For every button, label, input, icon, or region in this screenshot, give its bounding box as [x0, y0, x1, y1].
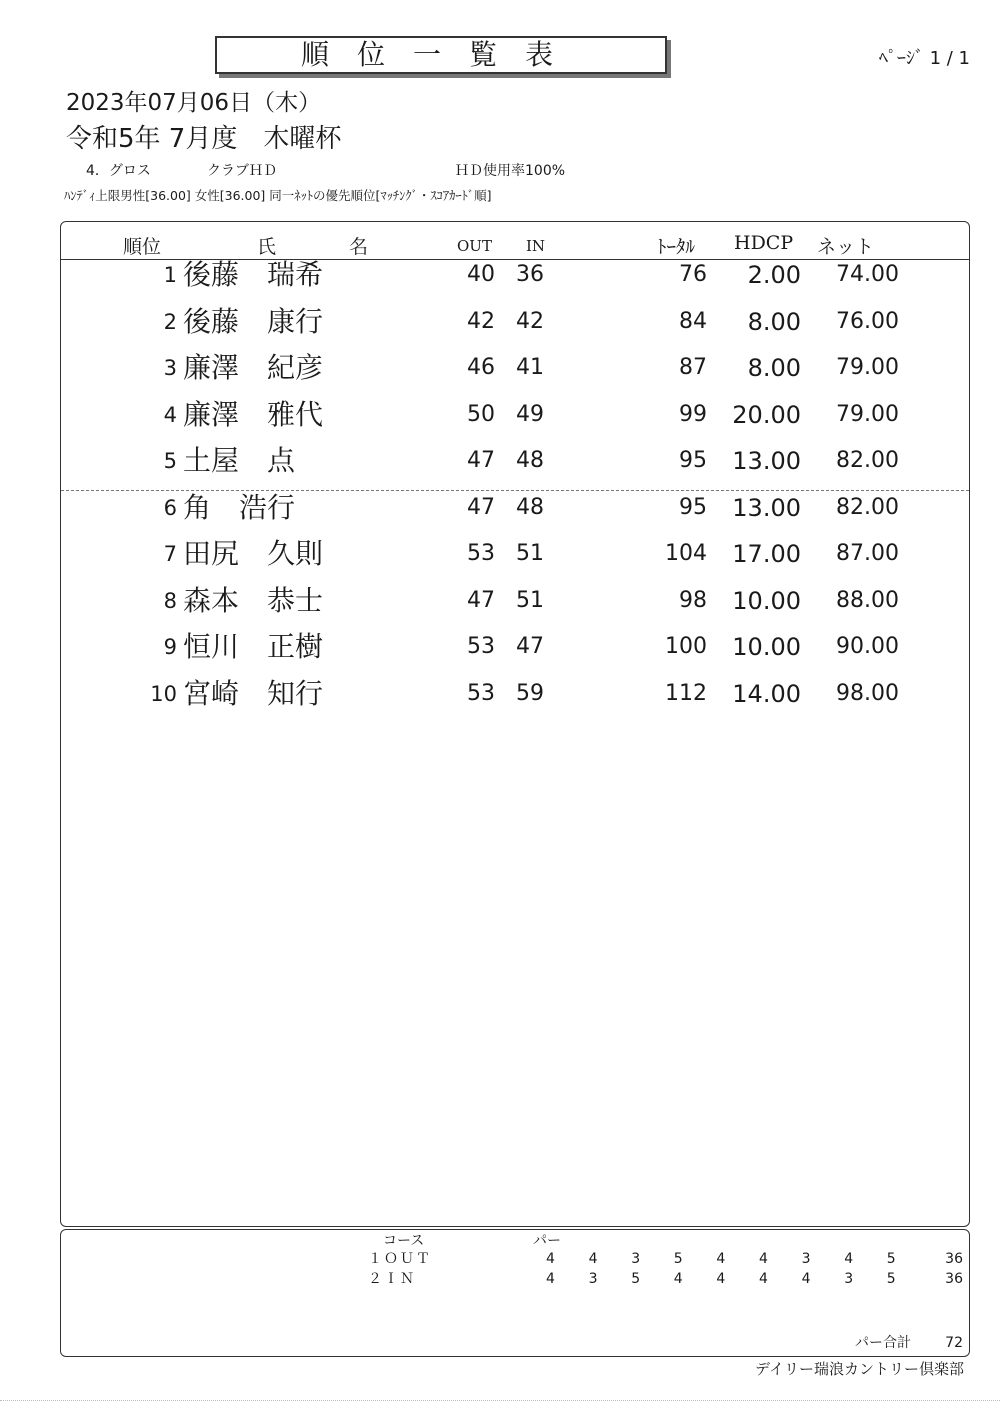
in-score: 51: [516, 541, 544, 566]
total-score: 95: [679, 494, 707, 520]
player-name: 後藤 瑞希: [183, 258, 324, 291]
in-score: 51: [516, 587, 544, 613]
page-number: ﾍﾟｰｼﾞ 1 / 1: [878, 48, 970, 69]
rank-cell: 6: [163, 495, 177, 520]
net-score: 79.00: [836, 355, 899, 380]
table-row: [61, 627, 969, 667]
hole-par: 4: [844, 1251, 854, 1267]
table-row: [61, 674, 969, 714]
in-score: 48: [516, 448, 544, 473]
col-in: IN: [526, 237, 546, 255]
out-score: 53: [467, 634, 495, 659]
par-total-label: パー合計: [855, 1335, 911, 1351]
net-score: 87.00: [836, 541, 899, 566]
hole-par: 4: [759, 1271, 768, 1287]
rank-cell: 10: [150, 681, 177, 706]
table-row: [61, 488, 969, 528]
hole-par: 3: [801, 1251, 811, 1267]
hole-par: 5: [886, 1271, 896, 1287]
out-score: 47: [467, 587, 495, 613]
rank-cell: 2: [163, 309, 177, 334]
event-date: 2023年07月06日（木）: [66, 90, 322, 116]
out-score: 40: [467, 262, 495, 287]
out-score: 53: [467, 541, 495, 566]
in-par-total: 36: [945, 1271, 963, 1287]
hdcp-value: 17.00: [732, 540, 801, 568]
rank-cell: 9: [163, 635, 177, 659]
hole-par: 4: [801, 1271, 811, 1287]
table-row: [61, 534, 969, 574]
event-name: 令和5年 7月度 木曜杯: [66, 124, 342, 154]
out-par-total: 36: [945, 1251, 963, 1267]
results-table: [60, 221, 970, 1227]
out-score: 50: [467, 401, 495, 427]
net-score: 88.00: [836, 587, 899, 613]
net-score: 79.00: [836, 401, 899, 427]
total-score: 99: [679, 401, 707, 427]
total-score: 100: [665, 634, 707, 659]
hdcp-value: 13.00: [732, 493, 801, 522]
col-total: ﾄｰﾀﾙ: [657, 236, 696, 258]
out-score: 47: [467, 494, 495, 520]
total-score: 84: [679, 308, 707, 334]
handicap-note: ﾊﾝﾃﾞｨ上限男性[36.00] 女性[36.00] 同一ﾈｯﾄの優先順位[ﾏｯﾁﾝｸﾞ・ｽｺｱｶｰﾄﾞ順]: [64, 188, 492, 203]
total-score: 112: [665, 680, 707, 706]
course-in-name: ２ＩＮ: [368, 1271, 416, 1287]
table-row: [61, 302, 969, 342]
hole-par: 4: [759, 1251, 768, 1267]
hdcp-value: 8.00: [747, 307, 801, 336]
rank-cell: 8: [163, 588, 177, 613]
hole-par: 3: [844, 1271, 854, 1287]
rank-cell: 5: [163, 449, 177, 473]
club-name: デイリー瑞浪カントリー倶楽部: [755, 1360, 964, 1378]
player-name: 後藤 康行: [183, 304, 324, 338]
hdcp-value: 10.00: [732, 633, 801, 661]
player-name: 田尻 久則: [183, 537, 324, 570]
out-score: 47: [467, 448, 495, 473]
course-out-name: １ＯＵＴ: [368, 1251, 432, 1267]
page-bottom-rule: [0, 1400, 1000, 1401]
player-name: 廉澤 紀彦: [183, 351, 324, 384]
player-name: 恒川 正樹: [183, 630, 324, 663]
out-score: 42: [467, 308, 495, 334]
table-row: [61, 348, 969, 388]
course-label: コース: [383, 1233, 425, 1249]
net-score: 76.00: [836, 308, 899, 334]
rank-cell: 7: [163, 542, 177, 566]
table-row: [61, 395, 969, 435]
total-score: 104: [665, 541, 707, 566]
in-score: 42: [516, 308, 544, 334]
par-total: 72: [945, 1335, 963, 1351]
in-score: 41: [516, 355, 544, 380]
in-score: 48: [516, 494, 544, 520]
table-row: [61, 581, 969, 621]
hdcp-value: 10.00: [732, 586, 801, 615]
col-rank: 順位: [123, 236, 162, 258]
total-score: 95: [679, 448, 707, 473]
hdcp-value: 8.00: [747, 354, 801, 382]
hd-usage-rate: ＨＤ使用率100%: [455, 163, 566, 179]
hole-par: 3: [588, 1271, 598, 1287]
hdcp-value: 13.00: [732, 447, 801, 475]
hdcp-value: 20.00: [732, 400, 801, 429]
total-score: 98: [679, 587, 707, 613]
out-score: 53: [467, 680, 495, 706]
in-score: 36: [516, 262, 544, 287]
hdcp-value: 2.00: [747, 261, 801, 289]
hole-par: 4: [588, 1251, 598, 1267]
hole-par: 4: [546, 1271, 555, 1287]
in-score: 47: [516, 634, 544, 659]
hdcp-value: 14.00: [732, 679, 801, 708]
total-score: 76: [679, 262, 707, 287]
net-score: 90.00: [836, 634, 899, 659]
in-score: 59: [516, 680, 544, 706]
scoring-format: 4．グロス: [86, 163, 151, 179]
hole-par: 5: [673, 1251, 683, 1267]
col-out: OUT: [457, 237, 492, 255]
hole-par: 4: [673, 1271, 683, 1287]
rank-cell: 4: [163, 402, 177, 427]
hole-par: 3: [631, 1251, 641, 1267]
rank-cell: 1: [163, 263, 177, 287]
player-name: 宮崎 知行: [183, 676, 324, 710]
table-row: [61, 255, 969, 295]
handicap-class: クラブＨＤ: [207, 163, 277, 179]
net-score: 82.00: [836, 448, 899, 473]
page-title: 順位一覧表: [215, 36, 667, 74]
player-name: 角 浩行: [183, 490, 296, 524]
table-row: [61, 441, 969, 481]
net-score: 98.00: [836, 680, 899, 706]
in-score: 49: [516, 401, 544, 427]
col-hdcp: HDCP: [734, 232, 794, 254]
hole-par: 4: [716, 1251, 726, 1267]
course-par-table: [60, 1229, 970, 1357]
out-score: 46: [467, 355, 495, 380]
hole-par: 4: [546, 1251, 555, 1267]
player-name: 土屋 点: [183, 444, 296, 477]
hole-par: 5: [886, 1251, 896, 1267]
col-name-family: 氏: [257, 236, 277, 258]
net-score: 82.00: [836, 494, 899, 520]
total-score: 87: [679, 355, 707, 380]
hole-par: 5: [631, 1271, 641, 1287]
col-net: ネット: [817, 236, 875, 258]
player-name: 森本 恭士: [183, 583, 324, 617]
col-name-given: 名: [349, 236, 369, 258]
player-name: 廉澤 雅代: [183, 397, 324, 431]
hole-par: 4: [716, 1271, 726, 1287]
rank-cell: 3: [163, 356, 177, 380]
par-label: パー: [533, 1233, 561, 1249]
net-score: 74.00: [836, 262, 899, 287]
